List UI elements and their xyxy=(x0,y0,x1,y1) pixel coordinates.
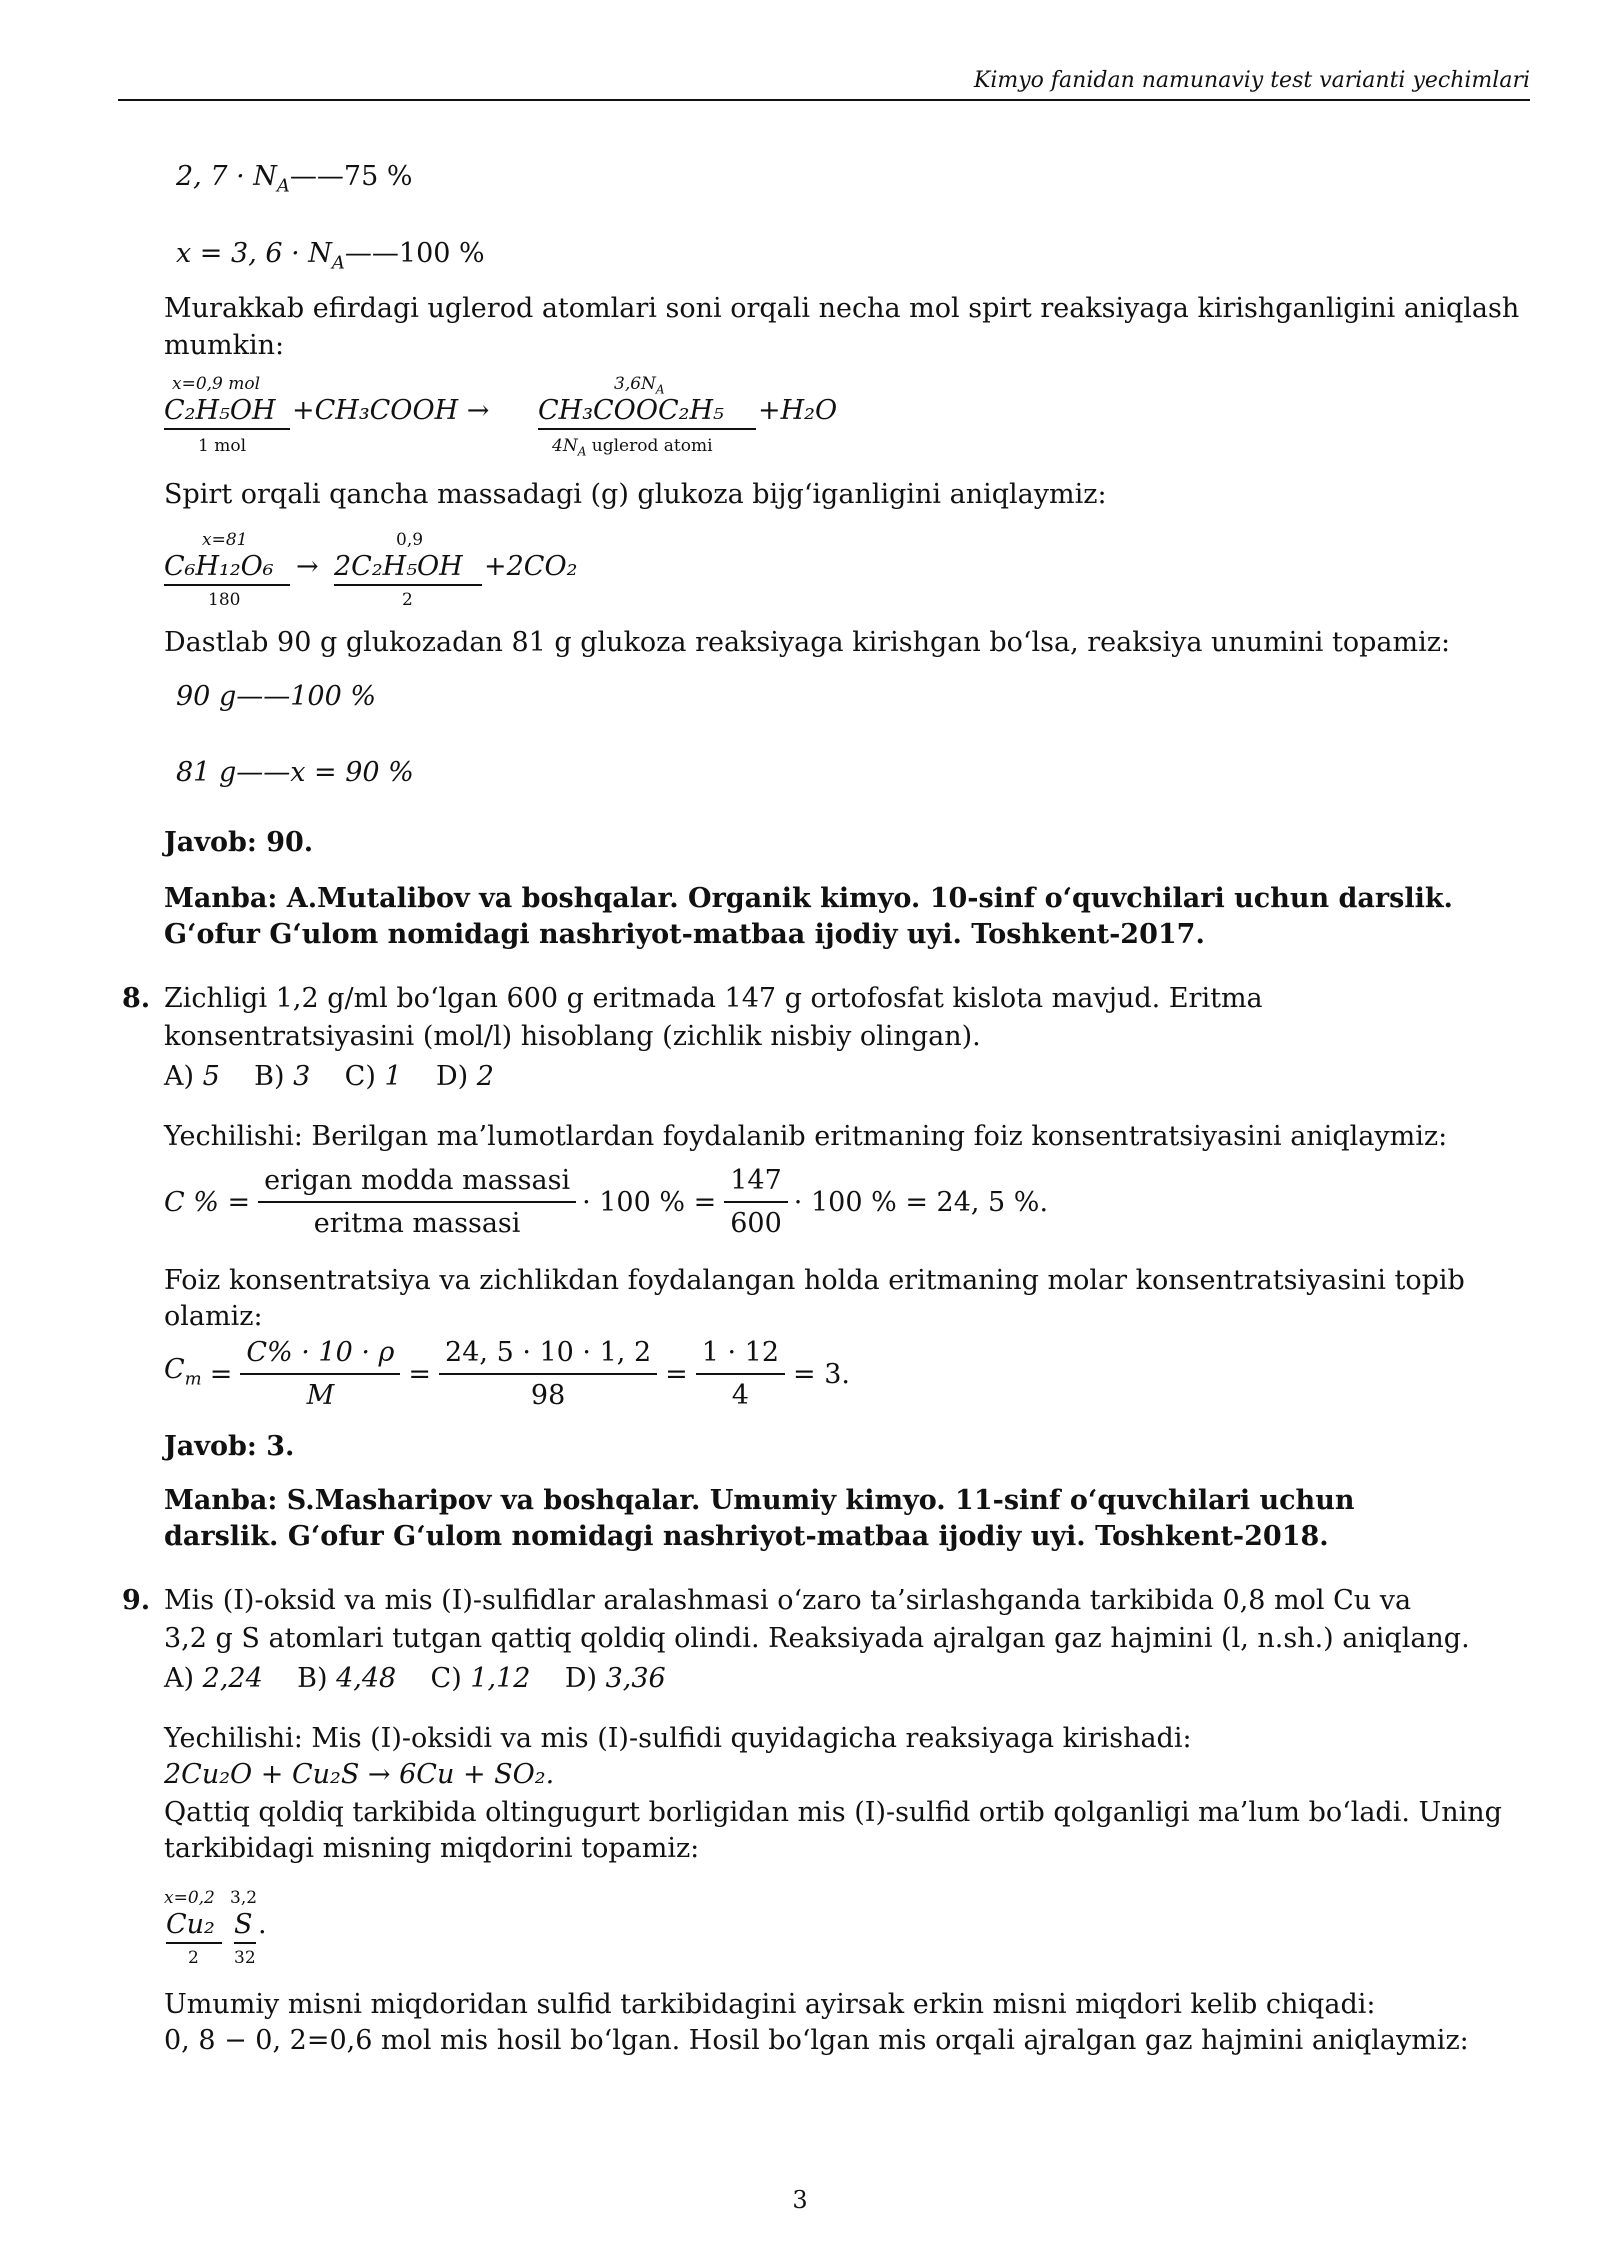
paragraph-molar-line-2: olamiz: xyxy=(164,1301,263,1332)
eq2-below-right: 2 xyxy=(402,590,413,610)
eq2-arrow: → xyxy=(296,551,319,582)
question-9-solution-intro: Yechilishi: Mis (I)-oksidi va mis (I)-sulfidi quyidagicha reaksiyaga kirishadi: xyxy=(164,1723,1192,1754)
eq3-left: Cu₂ xyxy=(166,1909,215,1940)
source-8-line-2: darslik. G‘ofur G‘ulom nomidagi nashriyot-matbaa ijodiy uyi. Toshkent-2018. xyxy=(164,1521,1329,1552)
formula-molar-concentration xyxy=(164,1334,850,1414)
running-header xyxy=(118,68,1530,101)
question-8-solution-intro: Yechilishi: Berilgan ma’lumotlardan foydalanib eritmaning foiz konsentratsiyasini aniqlaymiz: xyxy=(164,1121,1448,1152)
q9-option-c: C) 1,12 xyxy=(430,1663,531,1694)
f1-fraction-1 xyxy=(258,1162,576,1242)
proportion-2-right: ——100 % xyxy=(344,238,485,269)
eq1-water: +H₂O xyxy=(758,395,838,426)
source-8-line-1: Manba: S.Masharipov va boshqalar. Umumiy kimyo. 11-sinf o‘quvchilari uchun xyxy=(164,1485,1355,1516)
eq3-below-right: 32 xyxy=(234,1948,256,1968)
proportion-1-sub: A xyxy=(276,175,290,197)
eq2-product-underline xyxy=(334,584,482,586)
eq3-left-underline xyxy=(166,1942,222,1944)
proportion-1-left: 2, 7 · N xyxy=(176,161,277,192)
proportion-2-left: x = 3, 6 · N xyxy=(176,238,332,269)
q8-option-b: B) 3 xyxy=(254,1061,311,1092)
source-7-line-1: Manba: A.Mutalibov va boshqalar. Organik kimyo. 10-sinf o‘quvchilari uchun darslik. xyxy=(164,883,1453,914)
source-7-line-2: G‘ofur G‘ulom nomidagi nashriyot-matbaa ijodiy uyi. Toshkent-2017. xyxy=(164,919,1205,950)
question-8-line-2: konsentratsiyasini (mol/l) hisoblang (zichlik nisbiy olingan). xyxy=(164,1021,981,1052)
f2-eq-1: = xyxy=(209,1358,233,1390)
paragraph-yield: Dastlab 90 g glukozadan 81 g glukoza reaksiyaga kirishgan bo‘lsa, reaksiya unumini topamiz: xyxy=(164,627,1451,658)
eq1-below-left: 1 mol xyxy=(198,436,247,456)
question-8-line-1: Zichligi 1,2 g/ml bo‘lgan 600 g eritmada 147 g ortofosfat kislota mavjud. Eritma xyxy=(164,983,1263,1014)
eq2-reactant: C₆H₁₂O₆ xyxy=(164,551,274,582)
q9-option-b: B) 4,48 xyxy=(297,1663,397,1694)
eq2-below-left: 180 xyxy=(208,590,241,610)
eq1-below-right xyxy=(552,436,713,458)
question-8-number: 8. xyxy=(122,983,151,1014)
f2-fraction-2 xyxy=(439,1334,657,1414)
question-9-para-2: Umumiy misni miqdoridan sulfid tarkibidagini ayirsak erkin misni miqdori kelib chiqadi: xyxy=(164,1989,1376,2020)
eq1-above-right-text: 3,6N xyxy=(614,374,656,394)
q8-option-d: D) 2 xyxy=(436,1061,494,1092)
f1-mid: · 100 % = xyxy=(582,1186,717,1218)
f2-fraction-3 xyxy=(696,1334,785,1414)
eq1-reactant-underline xyxy=(164,428,290,430)
f1-lhs: C % = xyxy=(164,1186,251,1218)
f2-num-3: 1 · 12 xyxy=(696,1334,785,1375)
eq1-above-left: x=0,9 mol xyxy=(172,374,261,394)
f1-num-1: erigan modda massasi xyxy=(258,1162,576,1203)
answer-8: Javob: 3. xyxy=(164,1431,295,1462)
eq3-right: S xyxy=(234,1909,253,1940)
question-9-options xyxy=(164,1660,666,1697)
f1-tail: · 100 % = 24, 5 %. xyxy=(793,1186,1049,1218)
proportion-line-1 xyxy=(176,158,413,204)
f2-den-3: 4 xyxy=(731,1380,749,1411)
proportion-1-right: ——75 % xyxy=(289,161,413,192)
paragraph-glucose-mass: Spirt orqali qancha massadagi (g) glukoza bijg‘iganligini aniqlaymiz: xyxy=(164,479,1107,510)
eq3-above-left: x=0,2 xyxy=(164,1888,215,1908)
f1-den-1: eritma massasi xyxy=(313,1208,521,1239)
q9-option-a: A) 2,24 xyxy=(164,1663,263,1694)
eq2-above-right: 0,9 xyxy=(396,530,424,550)
eq2-product: 2C₂H₅OH xyxy=(334,551,463,582)
eq1-above-right-sub: A xyxy=(655,382,665,397)
paragraph-molar-line-1: Foiz konsentratsiya va zichlikdan foydalangan holda eritmaning molar konsentratsiyasini topib xyxy=(164,1265,1465,1296)
page-number: 3 xyxy=(792,2186,808,2214)
eq2-above-left: x=81 xyxy=(202,530,248,550)
header-title: Kimyo fanidan namunaviy test varianti yechimlari xyxy=(973,68,1530,93)
question-8-options xyxy=(164,1058,494,1095)
f2-den-1: M xyxy=(306,1380,335,1411)
f1-num-2: 147 xyxy=(724,1162,788,1203)
paragraph-ester-carbon: Murakkab efirdagi uglerod atomlari soni orqali necha mol spirt reaksiyaga kirishganligini aniqlash mumkin: xyxy=(164,293,1520,361)
q8-option-a: A) 5 xyxy=(164,1061,220,1092)
eq2-tail: +2CO₂ xyxy=(484,551,578,582)
proportion-2-sub: A xyxy=(331,252,345,274)
eq2-reactant-underline xyxy=(164,584,290,586)
eq1-ester: CH₃COOC₂H₅ xyxy=(538,395,724,426)
eq3-above-right: 3,2 xyxy=(230,1888,258,1908)
formula-percent-concentration xyxy=(164,1162,1048,1242)
f1-fraction-2 xyxy=(724,1162,788,1242)
proportion-line-3: 90 g——100 % xyxy=(176,681,376,712)
eq3-right-underline xyxy=(234,1942,256,1944)
question-9-para-line-1: Qattiq qoldiq tarkibida oltingugurt borligidan mis (I)-sulfid ortib qolganligi ma’lum bo‘ladi. Uning xyxy=(164,1797,1502,1828)
q8-option-c: C) 1 xyxy=(344,1061,402,1092)
f1-den-2: 600 xyxy=(730,1208,782,1239)
question-9-para-line-2: tarkibidagi misning miqdorini topamiz: xyxy=(164,1833,700,1864)
f2-num-2: 24, 5 · 10 · 1, 2 xyxy=(439,1334,657,1375)
question-9-line-1: Mis (I)-oksid va mis (I)-sulfidlar aralashmasi o‘zaro ta’sirlashganda tarkibida 0,8 mol Cu va xyxy=(164,1585,1412,1616)
f2-fraction-1 xyxy=(240,1334,400,1414)
eq3-below-left: 2 xyxy=(188,1948,199,1968)
eq1-below-right-tail: uglerod atomi xyxy=(586,436,713,456)
q9-option-d: D) 3,36 xyxy=(564,1663,666,1694)
question-9-line-2: 3,2 g S atomlari tutgan qattiq qoldiq olindi. Reaksiyada ajralgan gaz hajmini (l, n.sh.) aniqlang. xyxy=(164,1623,1470,1654)
eq1-below-right-sub: A xyxy=(577,444,587,459)
f2-den-2: 98 xyxy=(530,1380,566,1411)
eq1-reactant: C₂H₅OH xyxy=(164,395,276,426)
eq1-below-right-text: 4N xyxy=(552,436,578,456)
eq1-ester-underline xyxy=(538,428,756,430)
eq3-dot: . xyxy=(258,1909,267,1940)
eq1-acid: +CH₃COOH → xyxy=(292,395,490,426)
proportion-line-2 xyxy=(176,235,485,281)
question-9-para-3: 0, 8 − 0, 2=0,6 mol mis hosil bo‘lgan. Hosil bo‘lgan mis orqali ajralgan gaz hajmini aniqlaymiz: xyxy=(164,2025,1469,2056)
question-9-reaction: 2Cu₂O + Cu₂S → 6Cu + SO₂. xyxy=(164,1759,555,1790)
f2-lhs: $C_m$ xyxy=(164,1353,202,1390)
f2-num-1: C% · 10 · ρ xyxy=(240,1334,400,1375)
answer-7: Javob: 90. xyxy=(164,827,314,858)
f2-eq-2: = xyxy=(408,1358,432,1390)
proportion-line-4: 81 g——x = 90 % xyxy=(176,757,414,788)
question-9-number: 9. xyxy=(122,1585,151,1616)
f2-eq-3: = xyxy=(665,1358,688,1390)
f2-tail: = 3. xyxy=(793,1358,851,1390)
